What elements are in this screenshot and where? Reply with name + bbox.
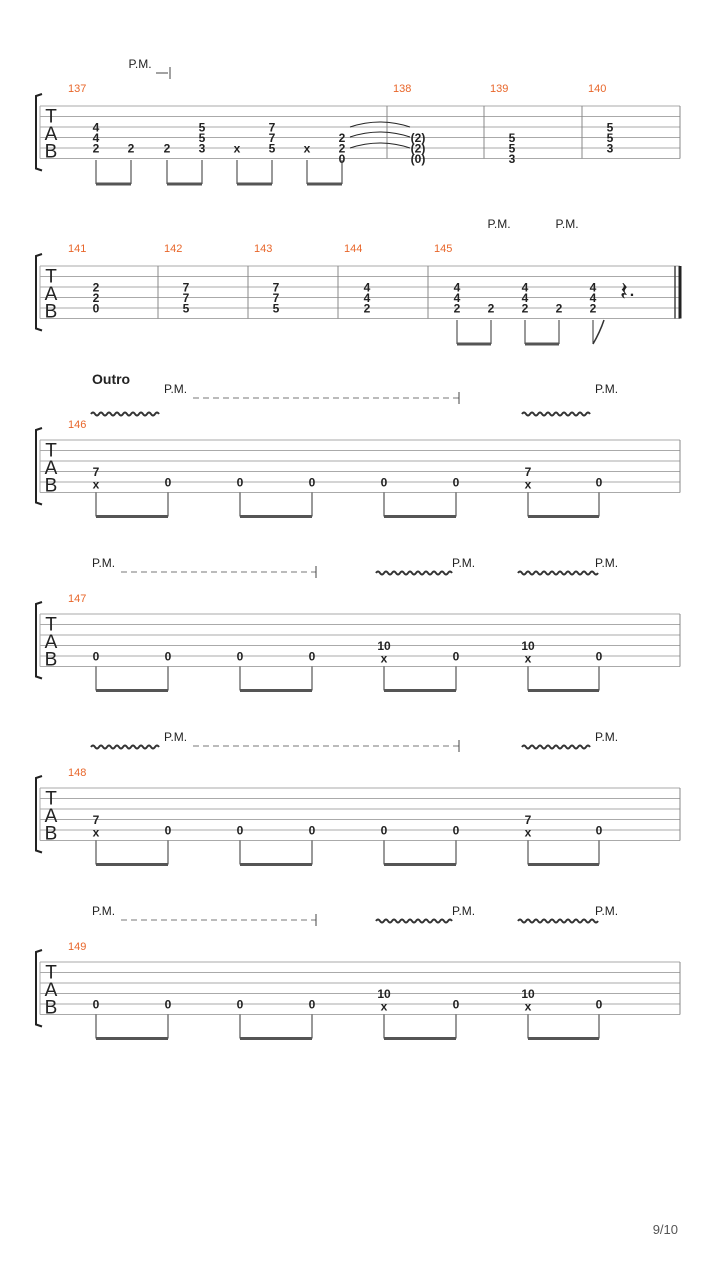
fret-number: 5 xyxy=(198,131,206,145)
tab-clef-letter: T xyxy=(45,106,57,128)
section-label: Outro xyxy=(92,371,131,387)
fret-number: 0 xyxy=(380,823,388,838)
fret-number: 0 xyxy=(236,475,244,490)
fret-number: 5 xyxy=(268,141,276,156)
dead-note: x xyxy=(524,651,532,666)
palm-mute-label: P.M. xyxy=(595,904,619,918)
tie xyxy=(350,143,410,148)
fret-number: 0 xyxy=(164,475,172,490)
fret-number: 4 xyxy=(589,291,597,305)
vibrato-wavy-line xyxy=(522,413,590,416)
measure-number: 138 xyxy=(393,83,412,95)
fret-number: x xyxy=(233,141,241,156)
fret-number: 2 xyxy=(163,141,171,156)
fret-number: 2 xyxy=(363,301,371,316)
fret-number: 5 xyxy=(508,141,516,156)
fret-number: 0 xyxy=(452,649,460,664)
tab-clef-letter: A xyxy=(44,806,58,827)
palm-mute-label: P.M. xyxy=(487,217,511,231)
fret-number: 2 xyxy=(487,301,495,316)
palm-mute-label: P.M. xyxy=(164,730,188,744)
fret-number: 2 xyxy=(92,280,100,295)
fret-number: 0 xyxy=(236,649,244,664)
measure-number: 143 xyxy=(254,243,273,255)
vibrato-wavy-line xyxy=(91,413,159,416)
palm-mute-label: P.M. xyxy=(595,382,619,396)
tab-clef-letter: T xyxy=(45,614,57,636)
measure-number: 146 xyxy=(68,419,87,431)
fret-number: 5 xyxy=(198,120,206,135)
fret-number: 10 xyxy=(377,987,391,1001)
note-flag xyxy=(593,320,604,344)
fret-number: 7 xyxy=(268,120,276,135)
tab-clef-letter: A xyxy=(44,980,58,1001)
palm-mute-label: P.M. xyxy=(452,556,476,570)
fret-number: 7 xyxy=(524,465,532,479)
fret-number: 2 xyxy=(453,301,461,316)
fret-number: 4 xyxy=(92,131,100,145)
system-bracket xyxy=(36,776,42,853)
measure-number: 144 xyxy=(344,243,363,255)
fret-number: 0 xyxy=(595,649,603,664)
fret-number: 2 xyxy=(555,301,563,316)
fret-number: 0 xyxy=(92,301,100,316)
fret-number: 0 xyxy=(452,475,460,490)
fret-number: 0 xyxy=(308,997,316,1012)
fret-number: (2) xyxy=(410,131,426,145)
fret-number: 0 xyxy=(164,823,172,838)
dead-note: x xyxy=(524,477,532,492)
measure-number: 139 xyxy=(490,83,509,95)
tab-clef-letter: T xyxy=(45,440,57,462)
palm-mute-label: P.M. xyxy=(595,556,619,570)
fret-number: 2 xyxy=(338,141,346,156)
fret-number: 0 xyxy=(236,823,244,838)
measure-number: 148 xyxy=(68,767,87,779)
palm-mute-label: P.M. xyxy=(92,556,116,570)
measure-number: 149 xyxy=(68,941,87,953)
tab-clef-letter: B xyxy=(44,823,58,845)
tab-clef-letter: A xyxy=(44,124,58,145)
measure-number: 142 xyxy=(164,243,183,255)
palm-mute-label: P.M. xyxy=(452,904,476,918)
fret-number: (2) xyxy=(410,141,426,156)
measure-number: 141 xyxy=(68,243,87,255)
tab-clef-letter: T xyxy=(45,266,57,288)
fret-number: 2 xyxy=(92,291,100,305)
fret-number: 0 xyxy=(164,997,172,1012)
fret-number: 7 xyxy=(268,131,276,145)
palm-mute-label: P.M. xyxy=(128,57,152,71)
quarter-rest: 𝄽 xyxy=(620,276,628,306)
fret-number: 0 xyxy=(308,475,316,490)
fret-number: 2 xyxy=(589,301,597,316)
fret-number: 0 xyxy=(308,823,316,838)
tie xyxy=(350,132,410,137)
fret-number: 0 xyxy=(452,823,460,838)
vibrato-wavy-line xyxy=(518,572,598,575)
fret-number: 4 xyxy=(363,280,371,295)
fret-number: 0 xyxy=(595,997,603,1012)
tab-clef-letter: A xyxy=(44,632,58,653)
fret-number: 0 xyxy=(164,649,172,664)
system-bracket xyxy=(36,602,42,679)
system-bracket xyxy=(36,254,42,331)
fret-number: 0 xyxy=(308,649,316,664)
fret-number: 4 xyxy=(92,120,100,135)
fret-number: 3 xyxy=(606,141,614,156)
fret-number: 5 xyxy=(606,131,614,145)
palm-mute-label: P.M. xyxy=(164,382,188,396)
tie xyxy=(350,122,410,127)
dead-note: x xyxy=(380,999,388,1014)
fret-number: 0 xyxy=(595,475,603,490)
dead-note: x xyxy=(92,477,100,492)
tab-clef-letter: T xyxy=(45,788,57,810)
vibrato-wavy-line xyxy=(518,920,598,923)
fret-number: 3 xyxy=(198,141,206,156)
measure-number: 147 xyxy=(68,593,87,605)
tab-clef-letter: B xyxy=(44,997,58,1019)
fret-number: (0) xyxy=(410,152,426,166)
dead-note: x xyxy=(524,999,532,1014)
dead-note: x xyxy=(380,651,388,666)
fret-number: 7 xyxy=(182,291,190,305)
fret-number: 0 xyxy=(92,649,100,664)
fret-number: 3 xyxy=(508,152,516,166)
fret-number: 0 xyxy=(236,997,244,1012)
system-bracket xyxy=(36,94,42,171)
fret-number: 7 xyxy=(182,280,190,295)
fret-number: 4 xyxy=(453,280,461,295)
tab-clef-letter: B xyxy=(44,301,58,323)
tab-clef-letter: A xyxy=(44,458,58,479)
fret-number: 10 xyxy=(521,639,535,653)
vibrato-wavy-line xyxy=(91,746,159,749)
tab-clef-letter: A xyxy=(44,284,58,305)
fret-number: 0 xyxy=(595,823,603,838)
fret-number: 2 xyxy=(521,301,529,316)
page-indicator: 9/10 xyxy=(652,1222,678,1237)
dead-note: x xyxy=(92,825,100,840)
fret-number: 7 xyxy=(92,465,100,479)
fret-number: 10 xyxy=(521,987,535,1001)
fret-number: 2 xyxy=(127,141,135,156)
fret-number: 7 xyxy=(92,813,100,827)
tab-clef-letter: T xyxy=(45,962,57,984)
vibrato-wavy-line xyxy=(522,746,590,749)
fret-number: 0 xyxy=(380,475,388,490)
fret-number: 2 xyxy=(92,141,100,156)
palm-mute-label: P.M. xyxy=(92,904,116,918)
measure-number: 145 xyxy=(434,243,453,255)
fret-number: 4 xyxy=(363,291,371,305)
tab-clef-letter: B xyxy=(44,475,58,497)
fret-number: 5 xyxy=(272,301,280,316)
fret-number: 7 xyxy=(524,813,532,827)
tab-clef-letter: B xyxy=(44,141,58,163)
fret-number: 5 xyxy=(508,131,516,145)
measure-number: 140 xyxy=(588,83,607,95)
fret-number: 4 xyxy=(453,291,461,305)
rest-dot: . xyxy=(629,283,635,300)
fret-number: 5 xyxy=(182,301,190,316)
fret-number: 0 xyxy=(452,997,460,1012)
palm-mute-label: P.M. xyxy=(595,730,619,744)
palm-mute-label: P.M. xyxy=(555,217,579,231)
fret-number: 10 xyxy=(377,639,391,653)
fret-number: 7 xyxy=(272,280,280,295)
fret-number: 0 xyxy=(92,997,100,1012)
fret-number: 4 xyxy=(521,280,529,295)
vibrato-wavy-line xyxy=(376,920,452,923)
system-bracket xyxy=(36,428,42,505)
fret-number: 5 xyxy=(606,120,614,135)
vibrato-wavy-line xyxy=(376,572,452,575)
dead-note: x xyxy=(524,825,532,840)
fret-number: x xyxy=(303,141,311,156)
measure-number: 137 xyxy=(68,83,87,95)
system-bracket xyxy=(36,950,42,1027)
fret-number: 2 xyxy=(338,131,346,145)
fret-number: 0 xyxy=(338,152,346,166)
fret-number: 4 xyxy=(589,280,597,295)
fret-number: 7 xyxy=(272,291,280,305)
tab-clef-letter: B xyxy=(44,649,58,671)
fret-number: 4 xyxy=(521,291,529,305)
